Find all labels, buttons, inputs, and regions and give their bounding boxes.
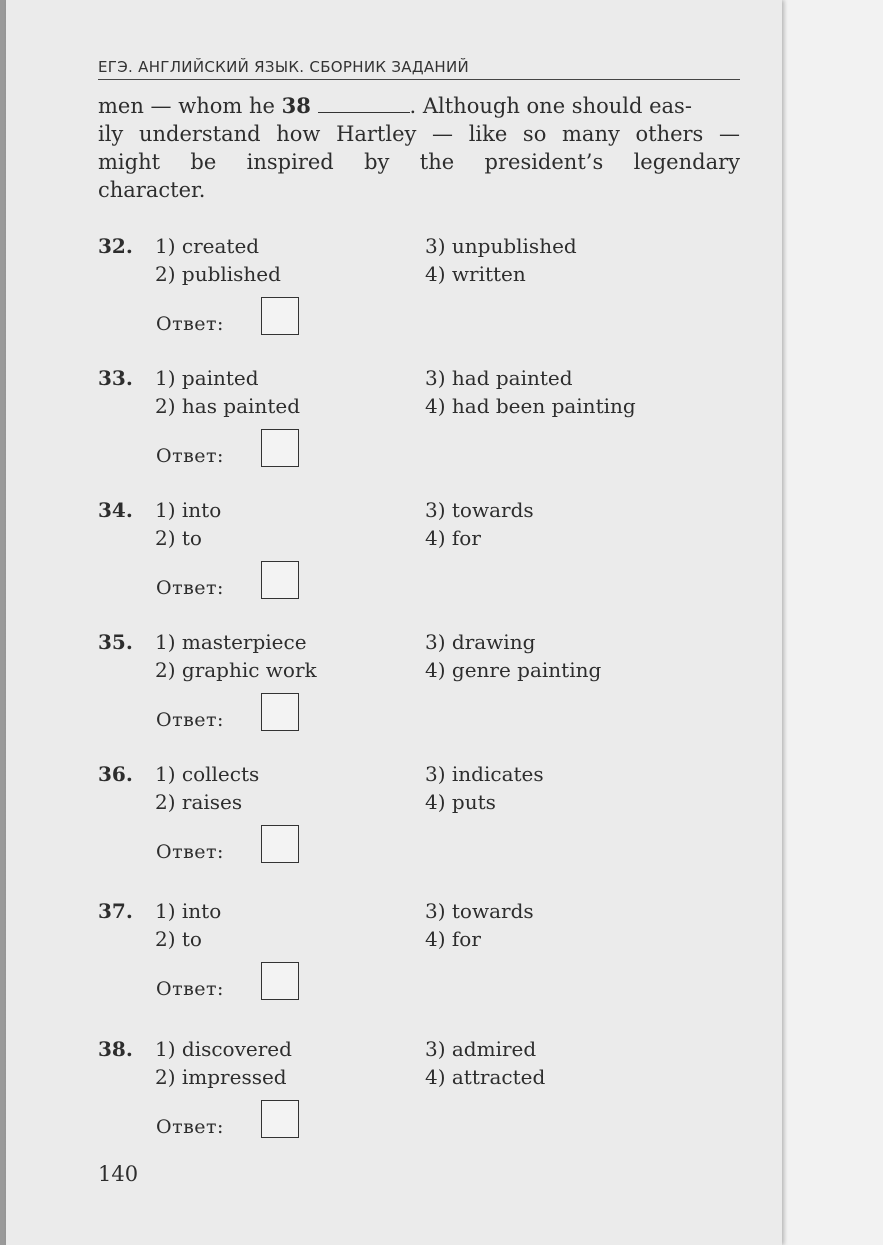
option-4: 4) genre painting [425,658,602,682]
option-1: 1) discovered [155,1037,292,1061]
question-34 [98,496,740,616]
question-number: 38. [98,1037,133,1061]
gap-number: 38 [281,93,311,118]
option-3: 3) towards [425,498,534,522]
answer-label: Ответ: [156,445,224,467]
answer-box[interactable] [261,693,299,731]
answer-label: Ответ: [156,841,224,863]
answer-label: Ответ: [156,1116,224,1138]
option-3: 3) drawing [425,630,536,654]
option-4: 4) for [425,526,481,550]
question-number: 37. [98,899,133,923]
option-1: 1) collects [155,762,260,786]
option-4: 4) attracted [425,1065,546,1089]
question-35 [98,628,740,748]
option-2: 2) impressed [155,1065,287,1089]
question-37 [98,897,740,1017]
question-36 [98,760,740,880]
answer-box[interactable] [261,825,299,863]
running-header: ЕГЭ. АНГЛИЙСКИЙ ЯЗЫК. СБОРНИК ЗАДАНИЙ [98,58,740,80]
option-4: 4) for [425,927,481,951]
page-number: 140 [98,1162,139,1186]
question-33 [98,364,740,484]
option-3: 3) admired [425,1037,537,1061]
question-number: 34. [98,498,133,522]
answer-box[interactable] [261,297,299,335]
option-1: 1) into [155,899,222,923]
option-1: 1) painted [155,366,259,390]
answer-label: Ответ: [156,978,224,1000]
option-1: 1) masterpiece [155,630,307,654]
adjacent-page-edge [782,0,883,1245]
option-3: 3) had painted [425,366,573,390]
question-number: 32. [98,234,133,258]
answer-label: Ответ: [156,577,224,599]
passage-text [98,92,740,204]
option-3: 3) towards [425,899,534,923]
passage-line-4: character. [98,178,206,202]
option-4: 4) written [425,262,526,286]
option-2: 2) graphic work [155,658,317,682]
option-2: 2) has painted [155,394,300,418]
option-2: 2) published [155,262,281,286]
answer-box[interactable] [261,962,299,1000]
option-1: 1) into [155,498,222,522]
answer-label: Ответ: [156,709,224,731]
passage-line-2: ily understand how Hartley — like so many others — [98,122,740,146]
option-2: 2) raises [155,790,243,814]
passage-line-3: might be inspired by the president’s legendary [98,150,740,174]
option-3: 3) unpublished [425,234,577,258]
answer-box[interactable] [261,1100,299,1138]
passage-line-1: men — whom he 38 . Although one should eas- [98,93,692,118]
question-38 [98,1035,740,1155]
option-2: 2) to [155,526,202,550]
option-1: 1) created [155,234,260,258]
gap-blank [318,94,410,113]
answer-box[interactable] [261,429,299,467]
option-4: 4) puts [425,790,496,814]
option-2: 2) to [155,927,202,951]
question-number: 33. [98,366,133,390]
question-number: 36. [98,762,133,786]
answer-label: Ответ: [156,313,224,335]
answer-box[interactable] [261,561,299,599]
question-32 [98,232,740,352]
option-4: 4) had been painting [425,394,636,418]
question-number: 35. [98,630,133,654]
option-3: 3) indicates [425,762,544,786]
